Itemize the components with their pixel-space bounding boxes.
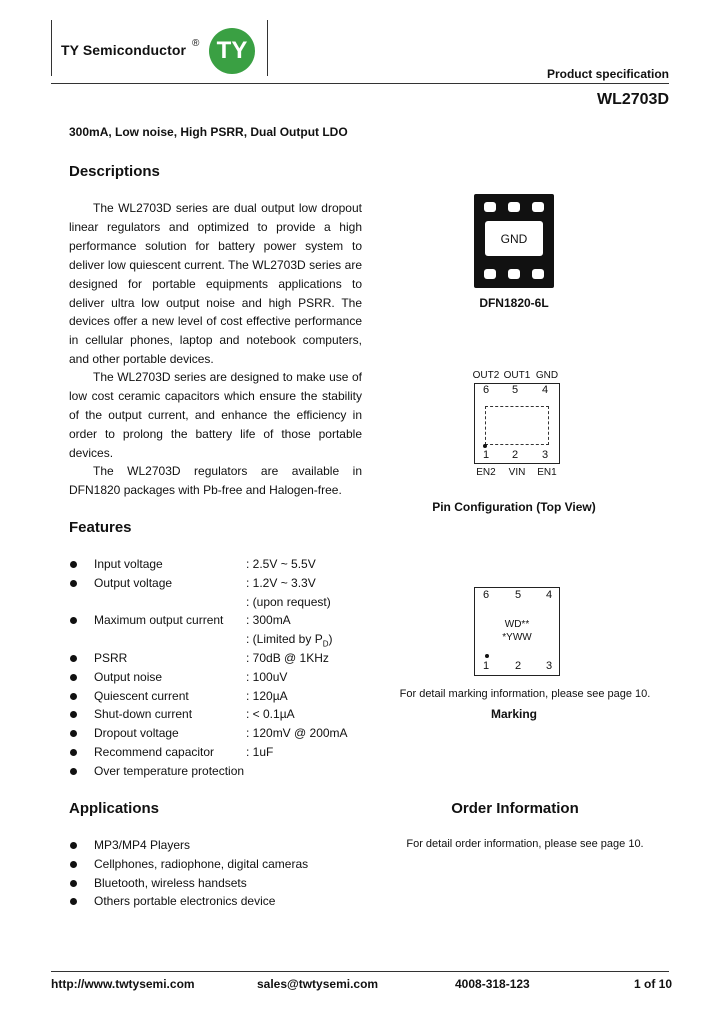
feature-item <box>69 593 389 612</box>
package-pin-pad <box>532 202 544 212</box>
bullet-icon <box>70 693 77 700</box>
feature-item <box>69 611 389 630</box>
application-label: Cellphones, radiophone, digital cameras <box>94 856 309 871</box>
marking-note: For detail marking information, please see page 10. <box>399 688 651 700</box>
marking-line-2: *YWW <box>502 632 532 643</box>
feature-value: : 300mA <box>246 613 291 628</box>
application-item <box>69 874 389 893</box>
pin-number: 3 <box>542 449 549 461</box>
description-paragraph-3: The WL2703D regulators are available in DFN1820 packages with Pb-free and Halogen-free. <box>69 464 362 497</box>
package-pin-pad <box>508 202 520 212</box>
application-label: Others portable electronics device <box>94 894 276 909</box>
feature-item <box>69 649 389 668</box>
features-heading: Features <box>69 519 132 536</box>
footer-page-number: 1 of 10 <box>633 977 672 991</box>
feature-label: Shut-down current <box>94 707 193 722</box>
feature-value: : 120µA <box>246 688 288 703</box>
footer-rule <box>51 971 669 972</box>
descriptions-heading: Descriptions <box>69 163 160 180</box>
package-pin-pad <box>508 269 520 279</box>
feature-value: : 1uF <box>246 744 274 759</box>
feature-value: : 1.2V ~ 3.3V <box>246 575 316 590</box>
header-left-rule <box>51 20 52 76</box>
bullet-icon <box>70 655 77 662</box>
pin-number: 2 <box>512 449 519 461</box>
feature-item <box>69 705 389 724</box>
pin-number: 4 <box>542 384 549 396</box>
pin-label-out2: OUT2 <box>472 370 500 381</box>
package-name: DFN1820-6L <box>479 296 549 310</box>
bullet-icon <box>70 580 77 587</box>
feature-label: Dropout voltage <box>94 726 179 741</box>
feature-item <box>69 630 389 649</box>
feature-value: : (upon request) <box>246 594 331 609</box>
applications-heading: Applications <box>69 800 160 817</box>
feature-item <box>69 762 389 781</box>
bullet-icon <box>70 898 77 905</box>
description-paragraph-2: The WL2703D series are designed to make use of low cost ceramic capacitors which ensure the stability of the output current, and enhance the efficiency in order to prolong the battery life of those portable devices. <box>69 370 362 460</box>
pin-number: 5 <box>512 384 519 396</box>
product-spec-label: Product specification <box>546 67 669 81</box>
feature-value: : 100uV <box>246 669 288 684</box>
part-number: WL2703D <box>596 91 669 108</box>
application-item <box>69 855 389 874</box>
feature-item <box>69 724 389 743</box>
footer-phone: 4008-318-123 <box>455 977 530 991</box>
marking-caption: Marking <box>490 707 537 721</box>
package-pin-pad <box>484 269 496 279</box>
feature-value: : 120mV @ 200mA <box>246 726 348 741</box>
pin-number: 1 <box>483 660 490 672</box>
bullet-icon <box>70 730 77 737</box>
feature-label: Output noise <box>94 669 163 684</box>
marking-line-1: WD** <box>504 619 530 630</box>
header-rule <box>51 83 669 84</box>
pin-number: 6 <box>483 384 490 396</box>
pin-label-en2: EN2 <box>476 467 496 478</box>
subtitle: 300mA, Low noise, High PSRR, Dual Output LDO <box>69 125 348 139</box>
feature-label: Over temperature protection <box>94 763 245 778</box>
feature-value: : 70dB @ 1KHz <box>246 650 329 665</box>
header-right-rule <box>267 20 268 76</box>
application-item <box>69 836 389 855</box>
feature-label: Output voltage <box>94 575 173 590</box>
pin-number: 2 <box>515 660 522 672</box>
pin-label-vin: VIN <box>508 467 526 478</box>
pin-label-out1: OUT1 <box>503 370 531 381</box>
bullet-icon <box>70 711 77 718</box>
pin-number: 1 <box>483 449 490 461</box>
pin-label-en1: EN1 <box>537 467 557 478</box>
feature-item <box>69 668 389 687</box>
marking-diagram <box>474 587 560 676</box>
feature-label: Input voltage <box>94 557 163 571</box>
application-label: MP3/MP4 Players <box>94 838 191 852</box>
bullet-icon <box>70 842 77 849</box>
dfn-package-image <box>474 194 554 288</box>
ty-logo: TY <box>209 28 255 74</box>
feature-value: : < 0.1µA <box>246 707 295 722</box>
package-pin-pad <box>532 269 544 279</box>
bullet-icon <box>70 749 77 756</box>
feature-item <box>69 555 389 574</box>
pin-config-caption: Pin Configuration (Top View) <box>432 500 596 514</box>
bullet-icon <box>70 880 77 887</box>
feature-item <box>69 743 389 762</box>
bullet-icon <box>70 861 77 868</box>
feature-value: : (Limited by $P_D$) <box>246 632 333 649</box>
pin-number: 4 <box>546 589 553 601</box>
feature-label: Quiescent current <box>94 688 189 703</box>
package-pin-pad <box>484 202 496 212</box>
applications-list <box>69 836 389 911</box>
bullet-icon <box>70 561 77 568</box>
feature-label: Maximum output current <box>94 613 224 628</box>
gnd-pad: GND <box>485 221 543 256</box>
feature-value: : 2.5V ~ 5.5V <box>246 557 316 571</box>
application-label: Bluetooth, wireless handsets <box>94 875 247 890</box>
exposed-pad-outline <box>485 406 549 445</box>
application-item <box>69 892 389 911</box>
description-paragraph-1: The WL2703D series are dual output low dropout linear regulators and optimized to provide a high performance solution for battery power system to deliver low quiescent current. The WL2703D series are designed for portable equipments applications to deliver ultra low output noise and high PSRR. The devices offer a new level of cost effective performance in cellular phones, laptop and notebook computers, and other portable devices. <box>69 201 362 367</box>
order-info-note: For detail order information, please see page 10. <box>406 838 644 850</box>
order-info-heading: Order Information <box>451 800 579 817</box>
footer-url-link[interactable]: http://www.twtysemi.com <box>51 977 195 991</box>
pin-configuration-diagram <box>474 383 560 464</box>
pin-number: 5 <box>515 589 522 601</box>
feature-item <box>69 574 389 593</box>
pin-label-gnd: GND <box>535 370 559 381</box>
bullet-icon <box>70 768 77 775</box>
pin1-dot <box>483 444 487 448</box>
feature-label: Recommend capacitor <box>94 744 215 759</box>
pin-number: 6 <box>483 589 490 601</box>
feature-item <box>69 687 389 706</box>
bullet-icon <box>70 674 77 681</box>
registered-mark: ® <box>192 38 200 49</box>
pin-number: 3 <box>546 660 553 672</box>
pin1-dot <box>485 654 489 658</box>
footer-email-link[interactable]: sales@twtysemi.com <box>257 977 379 991</box>
features-list <box>69 555 389 781</box>
company-name: TY Semiconductor <box>61 42 187 58</box>
bullet-icon <box>70 617 77 624</box>
feature-label: PSRR <box>94 650 128 665</box>
